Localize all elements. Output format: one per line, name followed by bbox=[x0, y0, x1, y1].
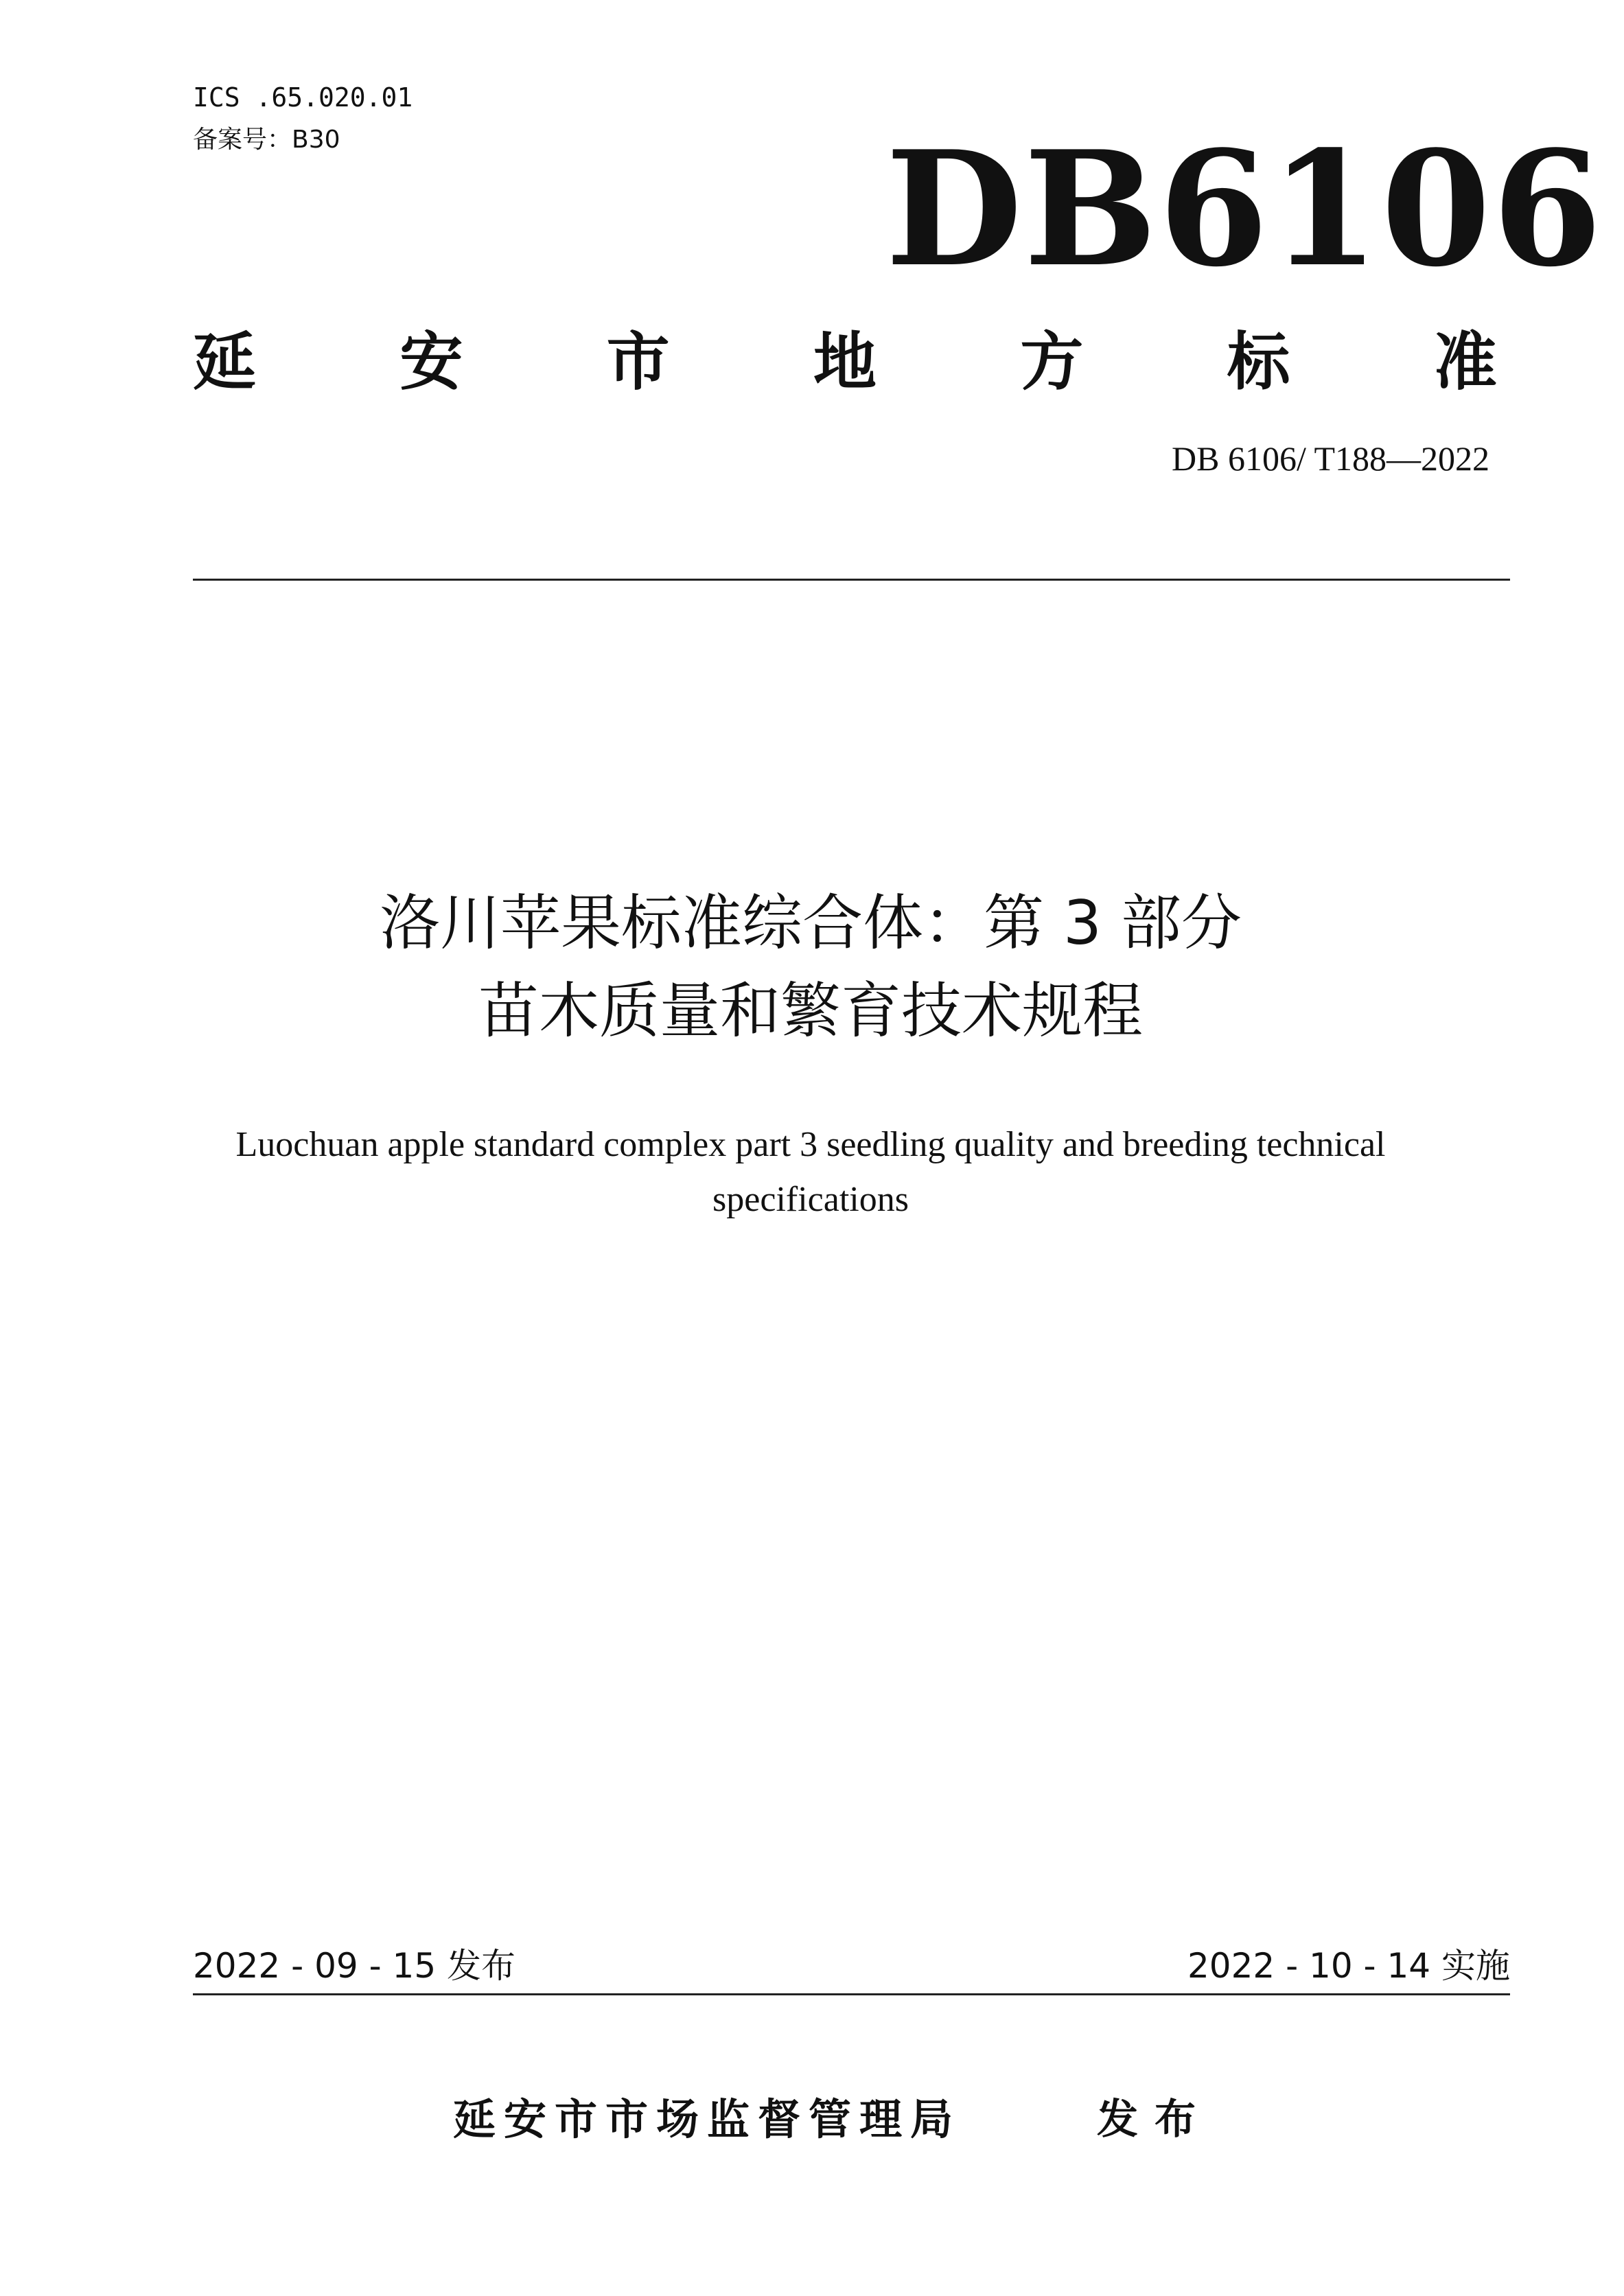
publish-date: 2022 - 09 - 15 发布 bbox=[193, 1946, 516, 1986]
document-title-line-1: 洛川苹果标准综合体：第 3 部分 bbox=[380, 888, 1242, 958]
standard-type-char: 准 bbox=[1433, 325, 1497, 399]
record-number: 备案号：B30 bbox=[193, 126, 340, 154]
standard-code-logo: DB6106 bbox=[885, 117, 1603, 302]
standard-type-char: 延 bbox=[193, 325, 257, 399]
standard-type-char: 方 bbox=[1020, 325, 1084, 399]
ics-code: ICS .65.020.01 bbox=[193, 82, 413, 113]
header-divider bbox=[193, 579, 1510, 581]
standard-type-char: 地 bbox=[813, 325, 877, 399]
issuing-authority: 延安市市场监督管理局 bbox=[453, 2094, 962, 2144]
standard-type-heading bbox=[193, 316, 1497, 398]
english-title-line-1: Luochuan apple standard complex part 3 seedling quality and breeding technical bbox=[235, 1125, 1386, 1164]
implementation-date: 2022 - 10 - 14 实施 bbox=[1187, 1946, 1510, 1986]
document-title-line-2: 苗木质量和繁育技术规程 bbox=[478, 975, 1143, 1046]
standard-type-char: 标 bbox=[1227, 325, 1290, 399]
issue-label: 发布 bbox=[1097, 2096, 1212, 2144]
standard-type-char: 安 bbox=[399, 325, 463, 399]
standard-number: DB 6106/ T188—2022 bbox=[1172, 439, 1489, 478]
standard-type-char: 市 bbox=[606, 325, 670, 399]
footer-divider bbox=[193, 1993, 1510, 1995]
english-title-line-2: specifications bbox=[712, 1180, 909, 1219]
